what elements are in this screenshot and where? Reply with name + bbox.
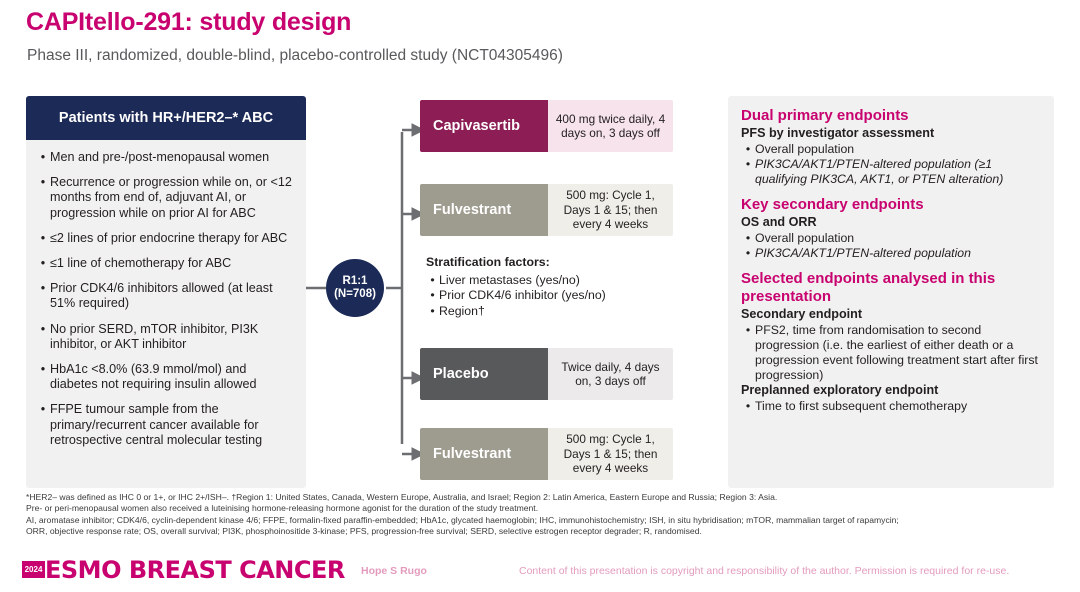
- bullet-icon: •: [40, 281, 46, 296]
- list-item: [426, 273, 686, 289]
- section-subheading: Secondary endpoint: [741, 307, 863, 322]
- list-item-label: PIK3CA/AKT1/PTEN-altered population (≥1 qualifying PIK3CA, AKT1, or PTEN alteration): [755, 156, 1004, 186]
- treatment-arm-fulvestrant-1: [420, 184, 673, 236]
- list-item-label: HbA1c <8.0% (63.9 mmol/mol) and diabetes not requiring insulin allowed: [50, 362, 257, 392]
- list-item: [741, 399, 1042, 414]
- list-item: [36, 322, 296, 352]
- section-subheading-2: Preplanned exploratory endpoint: [741, 383, 939, 398]
- selected-endpoints-section: [741, 270, 1042, 414]
- list-item: [741, 231, 1042, 246]
- endpoints-panel: [728, 96, 1054, 488]
- footnote-line: *HER2– was defined as IHC 0 or 1+, or IHC 2+/ISH–. †Region 1: United States, Canada, Western Europe, Australia, and Israel; Region 2: Latin America, Eastern Europe and Russia; Region 3: Asia.: [26, 492, 778, 502]
- stratification-title: Stratification factors:: [426, 255, 550, 269]
- patient-population-heading: Patients with HR+/HER2–* ABC: [26, 96, 306, 140]
- slide-footer: [0, 556, 1080, 592]
- arm-detail: 400 mg twice daily, 4 days on, 3 days off: [548, 100, 673, 152]
- list-item-label: Overall population: [755, 230, 855, 245]
- list-item: [36, 402, 296, 448]
- arm-name: Fulvestrant: [420, 428, 548, 480]
- bullet-icon: •: [430, 272, 435, 287]
- page-subtitle: Phase III, randomized, double-blind, placebo-controlled study (NCT04305496): [27, 47, 563, 64]
- bullet-icon: •: [430, 303, 435, 318]
- list-item-label: FFPE tumour sample from the primary/recurrent cancer available for retrospective central molecular testing: [50, 402, 263, 447]
- year-badge: 2024: [22, 561, 45, 578]
- arm-detail: Twice daily, 4 days on, 3 days off: [548, 348, 673, 400]
- bullet-icon: •: [40, 256, 46, 271]
- list-item-label: Men and pre-/post-menopausal women: [50, 150, 270, 164]
- stratification-block: [426, 255, 686, 319]
- list-item-label: No prior SERD, mTOR inhibitor, PI3K inhibitor, or AKT inhibitor: [50, 321, 259, 351]
- bullet-icon: •: [40, 321, 46, 336]
- footnote-line: AI, aromatase inhibitor; CDK4/6, cyclin-dependent kinase 4/6; FFPE, formalin-fixed paraffin-embedded; HbA1c, glycated haemoglobin; IHC, immunohistochemistry; ISH, in situ hybridisation; mTOR, mammalian target of rapamycin;: [26, 514, 899, 525]
- list-item: [426, 288, 686, 304]
- section-subheading: OS and ORR: [741, 215, 817, 230]
- list-item: [36, 175, 296, 221]
- esmo-logo: ESMO BREAST CANCER: [45, 556, 345, 584]
- list-item-label: Recurrence or progression while on, or <12 months from end of, adjuvant AI, or progression while on prior AI for ABC: [50, 175, 292, 220]
- list-item: [741, 142, 1042, 157]
- bullet-icon: •: [745, 398, 751, 413]
- list-item-label: Overall population: [755, 141, 855, 156]
- bullet-icon: •: [745, 322, 751, 337]
- arm-detail: 500 mg: Cycle 1, Days 1 & 15; then every 4 weeks: [548, 428, 673, 480]
- arm-detail: 500 mg: Cycle 1, Days 1 & 15; then every 4 weeks: [548, 184, 673, 236]
- bullet-icon: •: [40, 230, 46, 245]
- treatment-arm-fulvestrant-2: [420, 428, 673, 480]
- patient-population-panel: [26, 96, 306, 488]
- copyright-notice: Content of this presentation is copyright and responsibility of the author. Permission is required for re-use.: [519, 565, 1010, 577]
- section-subheading: PFS by investigator assessment: [741, 126, 935, 140]
- list-item: [741, 246, 1042, 261]
- list-item: [36, 231, 296, 246]
- footnotes: [26, 492, 1056, 538]
- presenter-name: Hope S Rugo: [361, 565, 427, 577]
- key-secondary-endpoints-section: [741, 196, 1042, 261]
- list-item: [36, 150, 296, 165]
- footnote-line: Pre- or peri-menopausal women also received a luteinising hormone-releasing hormone agonist for the duration of the study treatment.: [26, 503, 539, 514]
- bullet-icon: •: [40, 175, 46, 190]
- list-item: [741, 157, 1042, 187]
- list-item: [36, 281, 296, 311]
- treatment-arm-placebo: [420, 348, 673, 400]
- list-item: [426, 304, 686, 320]
- page-title: CAPItello-291: study design: [26, 8, 352, 36]
- list-item-label: ≤1 line of chemotherapy for ABC: [50, 256, 232, 271]
- list-item: [741, 323, 1042, 384]
- bullet-icon: •: [745, 156, 751, 171]
- bullet-icon: •: [430, 288, 435, 302]
- randomization-n: (N=708): [334, 288, 376, 300]
- arm-name: Placebo: [420, 348, 548, 400]
- section-heading: Key secondary endpoints: [741, 196, 924, 214]
- list-item-label: PFS2, time from randomisation to second progression (i.e. the earliest of either death or a progression event following treatment start after first progression): [755, 322, 1038, 383]
- list-item-label: Prior CDK4/6 inhibitor (yes/no): [439, 288, 606, 302]
- bullet-icon: •: [745, 141, 751, 156]
- section-heading: Dual primary endpoints: [741, 107, 909, 124]
- list-item-label: Liver metastases (yes/no): [439, 272, 580, 287]
- randomization-node: [326, 259, 384, 317]
- list-item-label: ≤2 lines of prior endocrine therapy for ABC: [50, 230, 288, 245]
- arm-name: Fulvestrant: [420, 184, 548, 236]
- bullet-icon: •: [745, 245, 751, 260]
- footnote-line: ORR, objective response rate; OS, overall survival; PI3K, phosphoinositide 3-kinase; PFS, progression-free survival; SERD, selective estrogen receptor degrader; R, randomised.: [26, 526, 702, 537]
- list-item-label: PIK3CA/AKT1/PTEN-altered population: [755, 245, 971, 260]
- randomization-ratio: R1:1: [342, 274, 368, 287]
- list-item: [36, 362, 296, 392]
- dual-primary-endpoints-section: [741, 107, 1042, 187]
- bullet-icon: •: [40, 402, 46, 417]
- list-item: [36, 256, 296, 271]
- list-item-label: Prior CDK4/6 inhibitors allowed (at least 51% required): [50, 281, 273, 311]
- list-item-label: Region†: [439, 303, 485, 318]
- eligibility-list: [26, 140, 306, 458]
- bullet-icon: •: [40, 150, 46, 164]
- list-item-label: Time to first subsequent chemotherapy: [755, 398, 968, 413]
- arm-name: Capivasertib: [420, 100, 548, 152]
- bullet-icon: •: [40, 362, 46, 377]
- section-heading: Selected endpoints analysed in this presentation: [741, 270, 996, 306]
- treatment-arm-capivasertib: [420, 100, 673, 152]
- bullet-icon: •: [745, 230, 751, 245]
